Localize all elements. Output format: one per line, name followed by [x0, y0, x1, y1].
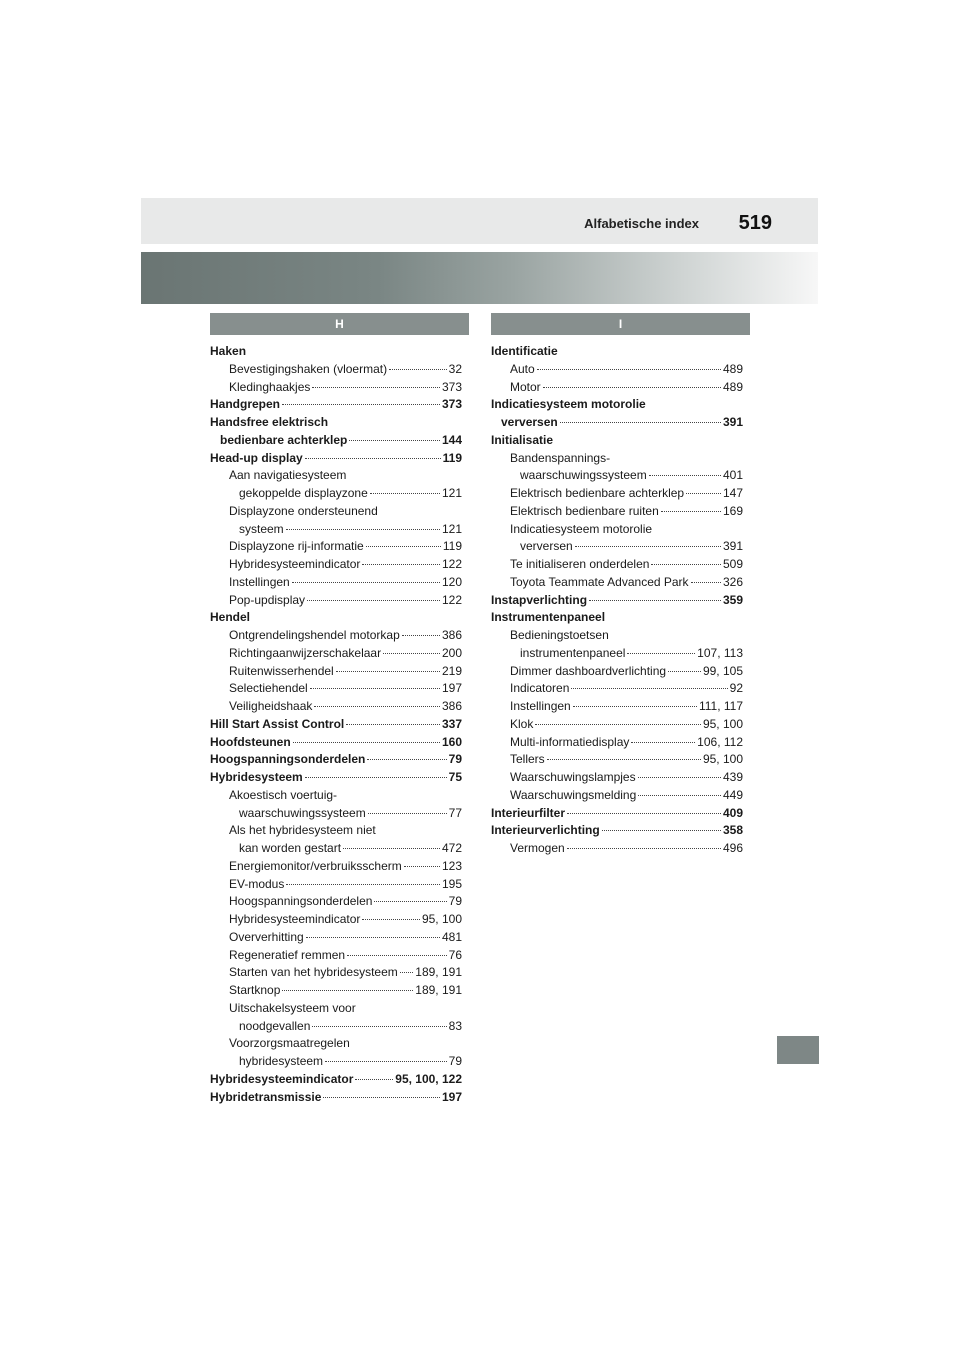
index-column-right: [491, 343, 743, 858]
index-entry-page: 79: [448, 1054, 462, 1068]
index-entry-page: 119: [442, 450, 462, 465]
index-entry: [491, 680, 743, 698]
section-title: Alfabetische index: [584, 216, 699, 231]
dot-leader: [325, 1061, 447, 1062]
index-entry: [491, 432, 743, 450]
index-entry-text: Veiligheidshaak: [229, 699, 313, 713]
index-entry-page: 123: [441, 858, 462, 873]
index-entry-text: kan worden gestart: [239, 841, 342, 855]
index-entry-text: waarschuwingssysteem: [520, 468, 647, 483]
index-entry-page: 489: [722, 361, 743, 376]
index-entry-text: Hoofdsteunen: [210, 734, 291, 749]
index-entry-page: 32: [448, 361, 462, 376]
index-entry-text: bedienbare achterklep: [220, 432, 348, 447]
dot-leader: [402, 635, 440, 636]
dot-leader: [312, 387, 440, 388]
index-column-left: [210, 343, 462, 1106]
index-entry: [491, 396, 743, 414]
index-entry: [210, 840, 462, 858]
index-entry-text: instrumentenpaneel: [520, 645, 626, 660]
index-entry: [210, 751, 462, 769]
dot-leader: [560, 422, 721, 423]
index-entry-page: 219: [441, 663, 462, 678]
index-entry-text: Waarschuwingsmelding: [510, 787, 637, 802]
index-entry-text: Startknop: [229, 983, 281, 997]
index-entry-page: 121: [441, 521, 462, 536]
index-entry: [210, 893, 462, 911]
index-entry: [210, 521, 462, 539]
index-entry-text: systeem: [239, 521, 284, 536]
index-entry-text: Hendel: [210, 610, 251, 625]
index-entry-text: Energiemonitor/verbruiksscherm: [229, 858, 402, 873]
dot-leader: [602, 830, 721, 831]
index-entry-text: Bevestigingshaken (vloermat): [229, 361, 388, 376]
index-entry-text: Initialisatie: [491, 432, 554, 447]
index-entry: [491, 609, 743, 627]
index-entry: [491, 716, 743, 734]
index-entry-text: Voorzorgsmaatregelen: [229, 1036, 350, 1051]
index-entry: [210, 982, 462, 1000]
index-entry: [210, 734, 462, 752]
index-entry-text: Elektrisch bedienbare achterklep: [510, 486, 685, 500]
index-entry-page: 449: [722, 787, 743, 802]
dot-leader: [336, 671, 440, 672]
dot-leader: [547, 759, 701, 760]
dot-leader: [312, 1026, 446, 1027]
index-entry-page: 189, 191: [415, 965, 462, 980]
index-entry-page: 75: [448, 770, 462, 784]
index-entry: [210, 361, 462, 379]
index-entry-page: 200: [441, 645, 462, 660]
index-entry-text: Dimmer dashboardverlichting: [510, 663, 667, 678]
dot-leader: [347, 955, 447, 956]
index-entry: [210, 414, 462, 432]
index-entry: [210, 538, 462, 556]
index-entry-text: Aan navigatiesysteem: [229, 468, 347, 483]
index-entry: [210, 485, 462, 503]
index-entry: [491, 485, 743, 503]
dot-leader: [355, 1079, 393, 1080]
index-entry-page: 83: [448, 1018, 462, 1033]
index-entry-text: EV-modus: [229, 876, 285, 891]
dot-leader: [571, 688, 727, 689]
index-entry: [210, 379, 462, 397]
index-entry: [210, 1071, 462, 1089]
index-entry-page: 326: [722, 574, 743, 589]
dot-leader: [638, 777, 721, 778]
index-entry: [491, 361, 743, 379]
dot-leader: [282, 404, 440, 405]
index-entry-text: Ontgrendelingshendel motorkap: [229, 628, 400, 642]
dot-leader: [362, 564, 440, 565]
decorative-banner: [141, 252, 818, 304]
letter-header-h: H: [210, 313, 469, 335]
index-entry-text: Indicatoren: [510, 681, 570, 696]
dot-leader: [307, 600, 440, 601]
dot-leader: [286, 529, 440, 530]
index-entry: [491, 734, 743, 752]
dot-leader: [383, 653, 440, 654]
index-entry: [491, 467, 743, 485]
index-entry: [210, 556, 462, 574]
index-entry: [210, 609, 462, 627]
dot-leader: [346, 724, 440, 725]
index-entry: [210, 947, 462, 965]
dot-leader: [649, 475, 721, 476]
index-entry-page: 122: [441, 592, 462, 607]
index-entry-text: Indicatiesysteem motorolie: [510, 521, 653, 536]
dot-leader: [305, 458, 441, 459]
index-entry-text: Tellers: [510, 752, 545, 767]
dot-leader: [362, 919, 420, 920]
index-entry-text: Kledinghaakjes: [229, 379, 311, 394]
index-entry-page: 358: [722, 823, 743, 838]
dot-leader: [686, 493, 721, 494]
index-entry-text: Motor: [510, 379, 541, 394]
index-entry-page: 189, 191: [415, 983, 462, 997]
index-entry: [210, 1053, 462, 1071]
index-entry-text: Pop-updisplay: [229, 592, 306, 607]
dot-leader: [567, 813, 721, 814]
index-entry: [210, 574, 462, 592]
index-entry: [210, 627, 462, 645]
dot-leader: [575, 546, 721, 547]
index-entry-text: Hybridesysteemindicator: [229, 557, 361, 571]
index-entry-text: Multi-informatiedisplay: [510, 734, 630, 749]
index-entry-page: 121: [441, 486, 462, 500]
dot-leader: [631, 742, 695, 743]
index-entry-text: Waarschuwingslampjes: [510, 770, 636, 784]
index-entry-text: Interieurfilter: [491, 805, 566, 820]
dot-leader: [404, 866, 440, 867]
index-entry: [491, 574, 743, 592]
index-entry: [210, 698, 462, 716]
index-entry-page: 79: [448, 894, 462, 909]
index-entry: [210, 1018, 462, 1036]
index-entry: [210, 876, 462, 894]
index-entry-text: Auto: [510, 361, 535, 376]
index-entry: [210, 1089, 462, 1107]
dot-leader: [343, 848, 440, 849]
index-entry-page: 391: [722, 539, 743, 554]
index-entry-text: Oververhitting: [229, 929, 304, 944]
index-entry-page: 481: [441, 929, 462, 944]
index-entry: [210, 645, 462, 663]
index-entry-text: Selectiehendel: [229, 681, 308, 696]
index-entry-page: 509: [722, 557, 743, 571]
index-entry: [491, 414, 743, 432]
dot-leader: [543, 387, 721, 388]
index-entry: [210, 787, 462, 805]
index-entry-page: 197: [441, 1089, 462, 1104]
index-entry: [491, 698, 743, 716]
index-entry: [491, 450, 743, 468]
index-entry-page: 111, 117: [698, 699, 743, 713]
index-entry-text: Starten van het hybridesysteem: [229, 965, 398, 980]
index-entry-page: 373: [441, 397, 462, 412]
index-entry: [210, 716, 462, 734]
page-header: [141, 198, 818, 244]
index-entry-text: Head-up display: [210, 450, 303, 465]
index-entry-text: Regeneratief remmen: [229, 947, 346, 962]
dot-leader: [282, 990, 413, 991]
index-entry: [491, 840, 743, 858]
index-entry-text: Identificatie: [491, 344, 558, 358]
index-entry-page: 489: [722, 379, 743, 394]
index-entry-text: Bedieningstoetsen: [510, 628, 609, 642]
index-entry-page: 391: [722, 415, 743, 429]
index-entry-page: 122: [441, 557, 462, 571]
dot-leader: [349, 440, 440, 441]
index-entry: [491, 343, 743, 361]
index-entry-text: waarschuwingssysteem: [239, 805, 366, 820]
page-number: 519: [738, 212, 772, 234]
index-entry: [210, 343, 462, 361]
dot-leader: [374, 901, 446, 902]
index-entry-text: verversen: [501, 415, 558, 429]
index-entry-text: Vermogen: [510, 841, 565, 855]
index-entry-text: Ruitenwisserhendel: [229, 663, 334, 678]
letter-header-i: I: [491, 313, 750, 335]
index-entry: [491, 538, 743, 556]
index-entry: [491, 769, 743, 787]
index-entry-text: Handsfree elektrisch: [210, 415, 329, 429]
index-entry-page: 79: [448, 752, 462, 767]
index-entry-text: Hill Start Assist Control: [210, 716, 345, 731]
index-entry: [491, 822, 743, 840]
index-entry-text: Hybridesysteemindicator: [210, 1071, 354, 1086]
index-entry-page: 195: [441, 876, 462, 891]
index-entry: [210, 680, 462, 698]
index-entry-text: noodgevallen: [239, 1018, 311, 1033]
dot-leader: [293, 742, 440, 743]
index-entry: [210, 467, 462, 485]
index-entry: [210, 964, 462, 982]
index-entry: [210, 396, 462, 414]
dot-leader: [389, 369, 447, 370]
dot-leader: [627, 653, 695, 654]
dot-leader: [573, 706, 697, 707]
dot-leader: [367, 759, 446, 760]
index-entry-text: Hoogspanningsonderdelen: [229, 894, 373, 909]
index-entry-page: 95, 100: [702, 716, 743, 731]
index-entry: [210, 911, 462, 929]
index-entry-text: Te initialiseren onderdelen: [510, 557, 650, 571]
index-entry: [210, 769, 462, 787]
index-entry-page: 359: [722, 592, 743, 607]
index-entry-text: Elektrisch bedienbare ruiten: [510, 503, 659, 518]
dot-leader: [310, 688, 440, 689]
dot-leader: [292, 582, 440, 583]
dot-leader: [314, 706, 440, 707]
index-entry-page: 106, 112: [697, 734, 743, 749]
index-entry-text: Uitschakelsysteem voor: [229, 1000, 356, 1015]
index-entry: [210, 592, 462, 610]
index-entry-page: 144: [441, 432, 462, 447]
index-entry-page: 76: [448, 947, 462, 962]
index-entry-text: Akoestisch voertuig-: [229, 787, 338, 802]
index-entry-page: 337: [441, 716, 462, 731]
index-entry-page: 472: [441, 841, 462, 855]
index-entry-text: Bandenspannings-: [510, 450, 611, 465]
index-entry: [210, 432, 462, 450]
index-entry-text: Instellingen: [229, 574, 290, 589]
index-entry: [491, 663, 743, 681]
index-entry-page: 95, 100: [421, 912, 462, 926]
index-entry-page: 77: [448, 805, 462, 820]
index-entry-text: Instrumentenpaneel: [491, 610, 606, 625]
index-entry: [210, 822, 462, 840]
index-entry: [491, 805, 743, 823]
dot-leader: [370, 493, 440, 494]
dot-leader: [567, 848, 721, 849]
index-entry-page: 496: [722, 841, 743, 855]
index-entry-page: 160: [441, 734, 462, 749]
index-entry-page: 197: [441, 681, 462, 696]
index-entry: [491, 645, 743, 663]
dot-leader: [368, 813, 447, 814]
index-entry-text: Richtingaanwijzerschakelaar: [229, 645, 382, 660]
index-entry: [491, 751, 743, 769]
index-entry-page: 409: [722, 805, 743, 820]
chapter-tab-marker: [777, 1036, 819, 1064]
index-entry: [491, 379, 743, 397]
index-entry-text: Hoogspanningsonderdelen: [210, 752, 366, 767]
dot-leader: [305, 777, 447, 778]
index-entry-text: hybridesysteem: [239, 1054, 324, 1068]
dot-leader: [691, 582, 721, 583]
index-entry: [210, 503, 462, 521]
index-entry-text: Handgrepen: [210, 397, 281, 412]
index-entry: [491, 503, 743, 521]
index-entry-page: 169: [722, 503, 743, 518]
index-entry-page: 373: [441, 379, 462, 394]
index-entry-text: gekoppelde displayzone: [239, 486, 368, 500]
index-entry-text: verversen: [520, 539, 573, 554]
index-entry-page: 386: [441, 699, 462, 713]
index-entry: [491, 787, 743, 805]
index-entry-page: 95, 100, 122: [395, 1071, 462, 1086]
dot-leader: [638, 795, 721, 796]
index-entry-text: Instellingen: [510, 699, 571, 713]
index-entry-text: Klok: [510, 716, 534, 731]
index-entry-page: 439: [722, 770, 743, 784]
index-entry-page: 119: [442, 539, 462, 554]
index-entry: [491, 592, 743, 610]
index-entry: [210, 1035, 462, 1053]
index-entry-text: Haken: [210, 344, 247, 358]
dot-leader: [589, 600, 721, 601]
index-entry-page: 99, 105: [702, 663, 743, 678]
index-entry-page: 401: [722, 468, 743, 483]
index-entry-text: Displayzone ondersteunend: [229, 503, 378, 518]
dot-leader: [537, 369, 721, 370]
index-entry-text: Indicatiesysteem motorolie: [491, 397, 646, 412]
index-entry-page: 386: [441, 628, 462, 642]
index-entry-page: 92: [729, 681, 743, 696]
dot-leader: [323, 1097, 440, 1098]
index-entry-text: Hybridesysteemindicator: [229, 912, 361, 926]
index-entry-page: 147: [722, 486, 743, 500]
index-entry-page: 120: [441, 574, 462, 589]
index-entry-page: 95, 100: [702, 752, 743, 767]
dot-leader: [661, 511, 721, 512]
dot-leader: [651, 564, 721, 565]
dot-leader: [400, 972, 414, 973]
index-entry: [491, 627, 743, 645]
dot-leader: [366, 546, 441, 547]
dot-leader: [535, 724, 701, 725]
index-entry: [491, 521, 743, 539]
index-entry-text: Hybridetransmissie: [210, 1089, 322, 1104]
index-entry: [210, 450, 462, 468]
index-entry: [491, 556, 743, 574]
index-entry: [210, 929, 462, 947]
dot-leader: [286, 884, 440, 885]
index-entry-text: Als het hybridesysteem niet: [229, 823, 376, 838]
dot-leader: [306, 937, 440, 938]
dot-leader: [668, 671, 701, 672]
index-entry-text: Toyota Teammate Advanced Park: [510, 574, 689, 589]
index-entry-text: Displayzone rij-informatie: [229, 539, 364, 554]
index-entry: [210, 805, 462, 823]
index-entry-text: Hybridesysteem: [210, 770, 303, 784]
index-entry-text: Instapverlichting: [491, 592, 588, 607]
index-entry-page: 107, 113: [697, 645, 743, 660]
index-entry: [210, 858, 462, 876]
index-entry: [210, 1000, 462, 1018]
index-entry: [210, 663, 462, 681]
index-entry-text: Interieurverlichting: [491, 823, 600, 838]
